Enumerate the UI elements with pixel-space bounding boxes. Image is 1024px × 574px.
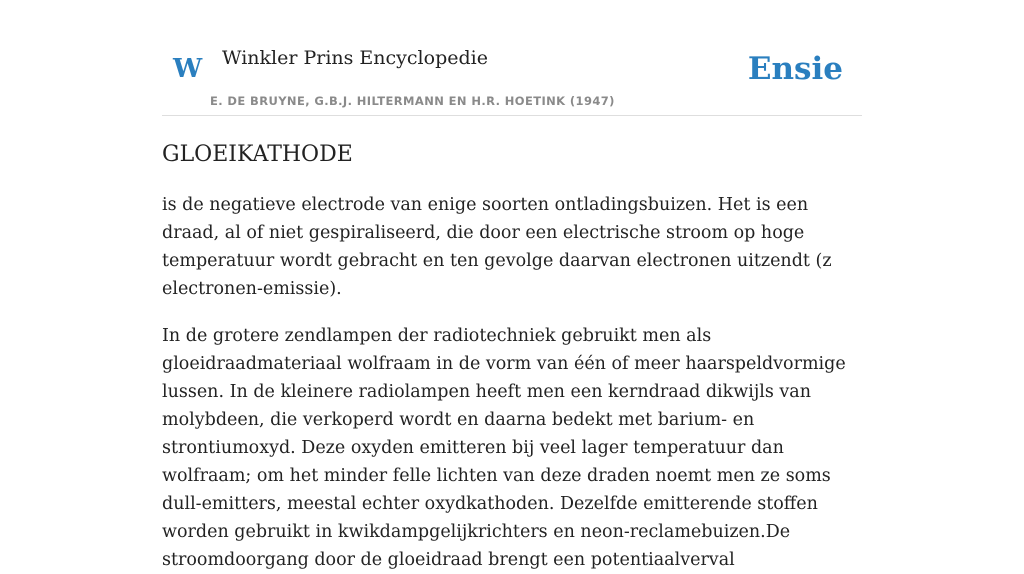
page-container: [162, 0, 862, 574]
publication-title[interactable]: Winkler Prins Encyclopedie: [222, 47, 488, 69]
publication-logo[interactable]: W: [173, 54, 203, 84]
article-paragraph: is de negatieve electrode van enige soorten ontladingsbuizen. Het is een draad, al of niet gespiraliseerd, die door een electrische stroom op hoge temperatuur wordt gebracht en ten gevolge daarvan electronen uitzendt (z electronen-emissie).: [162, 195, 832, 299]
article-paragraph: In de grotere zendlampen der radiotechniek gebruikt men als gloeidraadmateriaal wolfraam in de vorm van één of meer haarspeldvormige lussen. In de kleinere radiolampen heeft men een kerndraad dikwijls van molybdeen, die verkoperd wordt en daarna bedekt met barium- en strontiumoxyd. Deze oxyden emitteren bij veel lager temperatuur dan wolfraam; om het minder felle lichten van deze draden noemt men ze soms dull-emitters, meestal echter oxydkathoden. Dezelfde emitterende stoffen worden gebruikt in kwikdampgelijkrichters en neon-reclamebuizen.De stroomdoorgang door de gloeidraad brengt een potentiaalverval: [162, 326, 846, 570]
publication-authors: E. DE BRUYNE, G.B.J. HILTERMANN EN H.R. HOETINK (1947): [210, 94, 615, 108]
page-header: [162, 0, 862, 116]
entry-title: GLOEIKATHODE: [162, 142, 353, 167]
brand-logo[interactable]: Ensie: [747, 51, 843, 87]
